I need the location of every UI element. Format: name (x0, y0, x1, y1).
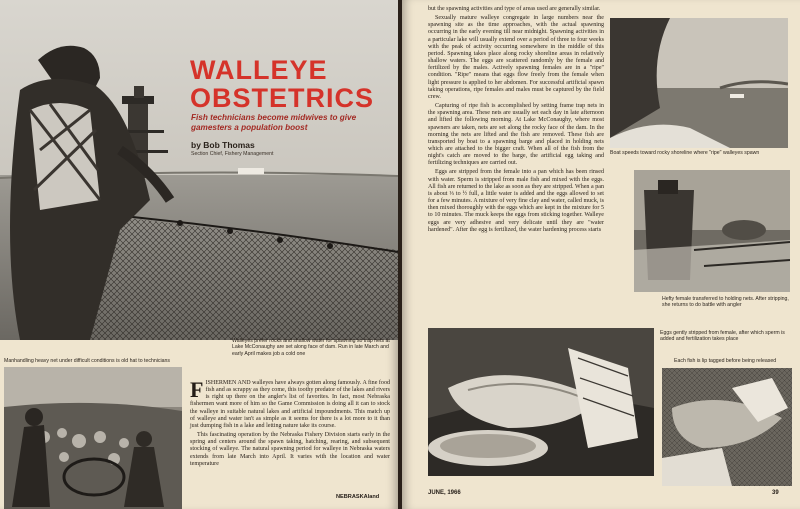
boat-shoreline-photo (610, 18, 788, 148)
right-paragraph-1: Sexually mature walleye congregate in large numbers near the spawning site as the time approaches, with the actual spawning occurring in the early evening till near midnight. Spawning activities in a particular lake will usually extend over a period of three to four weeks with the peak of activity occurring somewhere in the middle of this period. Spawning takes place along rocky shoreline areas in relatively shallow waters. The eggs are scattered randomly by the female and fertilized by the males. Actively spawning females are in a "ripe" condition. "Ripe" means that eggs flow freely from the female when light pressure is applied to her abdomen. For successful artificial spawn taking operations, ripe females and males must be captured by the field crew. (428, 15, 604, 100)
right-paragraph-2: Capturing of ripe fish is accomplished by setting frame trap nets in the spawning area. These nets are usually set each day in late afternoon and lifted the following morning. At Lake McConaughy, where most spawners are taken, nets are set along the rocky face of the dam. In the morning the nets are lifted and the fish are removed. These fish are transported by boat to a spawning barge and placed in holding nets which are attached to the bigger craft. When all of the fish from the night's catch are moved to the barge, the artificial egg taking and fertilizing techniques are carried out. (428, 103, 604, 167)
main-photo-caption: Walleyes prefer rocks and shallow water for spawning so trap nets at Lake McConaughy are set along face of dam. Run in late March and early April makes job a cold one (232, 338, 390, 357)
article-subtitle: Fish technicians become midwives to give gamesters a population boost (191, 113, 357, 132)
female-photo-caption: Hefty female transferred to holding nets. After stripping, she returns to do battle with angler (662, 296, 789, 309)
right-body-text (428, 6, 604, 236)
left-paragraph-1-text: ISHERMEN AND walleyes have always gotten along famously. A fine food fish and as scrappy as they come, this toothy predator of the lakes and rivers is right up there on the angler's list of favorites. In fact, most Nebraska fishermen want more of him so the Game Commission is doing all it can to stock the walleye in suitable natural lakes and artificial impoundments. This match up of walleye and water isn't as simple as it seems for there is a lot more to it than just dumping fish in a lake and letting nature take its course. (190, 380, 390, 429)
net-hauling-photo (4, 367, 182, 509)
drop-cap: F (190, 377, 204, 402)
magazine-name-folio: NEBRASKAland (336, 494, 380, 500)
title-line-2: OBSTETRICS (190, 83, 375, 113)
boat-photo-caption: Boat speeds toward rocky shoreline where "ripe" walleyes spawn (610, 150, 760, 156)
left-paragraph-1 (190, 377, 390, 430)
title-line-1: WALLEYE (190, 55, 328, 85)
author-title: Section Chief, Fishery Management (191, 151, 274, 157)
issue-date: JUNE, 1966 (428, 490, 461, 496)
right-paragraph-0: but the spawning activities and type of areas used are generally similar. (428, 6, 601, 12)
article-title (190, 56, 395, 112)
left-paragraph-2: This fascinating operation by the Nebraska Fishery Division starts early in the spring and centers around the spawn taking, hatching, rearing, and subsequent stocking of walleye. The natural spawning period for walleye in Nebraska waters extends from late March into April. It varies with the location and water temperature (190, 432, 390, 467)
left-page (0, 0, 398, 509)
left-body-text (190, 377, 390, 470)
eggs-stripping-photo (428, 328, 654, 476)
page-number: 39 (772, 490, 779, 496)
main-photo-net-dam (0, 0, 398, 340)
byline: by Bob Thomas (191, 140, 255, 150)
right-paragraph-3: Eggs are stripped from the female into a pan which has been rinsed with water. Sperm is stripped from male fish and mixed with the eggs. All fish are returned to the lake as soon as they are stripped. When a pan is about ⅓ to ½ full, a little water is added and the eggs allowed to set for a few minutes. A mixture of very fine clay and water, called muck, is then mixed thoroughly with the eggs which are kept in the mixture for 5 to 10 minutes. The muck keeps the eggs from sticking together. Walleye eggs are very adhesive and very delicate until they are "water hardened". After the egg is fertilized, the water hardening process starts (428, 169, 604, 233)
tip-photo-caption: Each fish is lip tagged before being released (674, 358, 777, 364)
eggs-photo-caption: Eggs gently stripped from female, after which sperm is added and fertilization takes place (660, 330, 785, 343)
female-transfer-photo (634, 170, 790, 292)
lip-tag-photo (662, 368, 792, 486)
right-page (402, 0, 800, 509)
net-photo-caption: Manhandling heavy net under difficult conditions is old hat to technicians (4, 358, 171, 364)
